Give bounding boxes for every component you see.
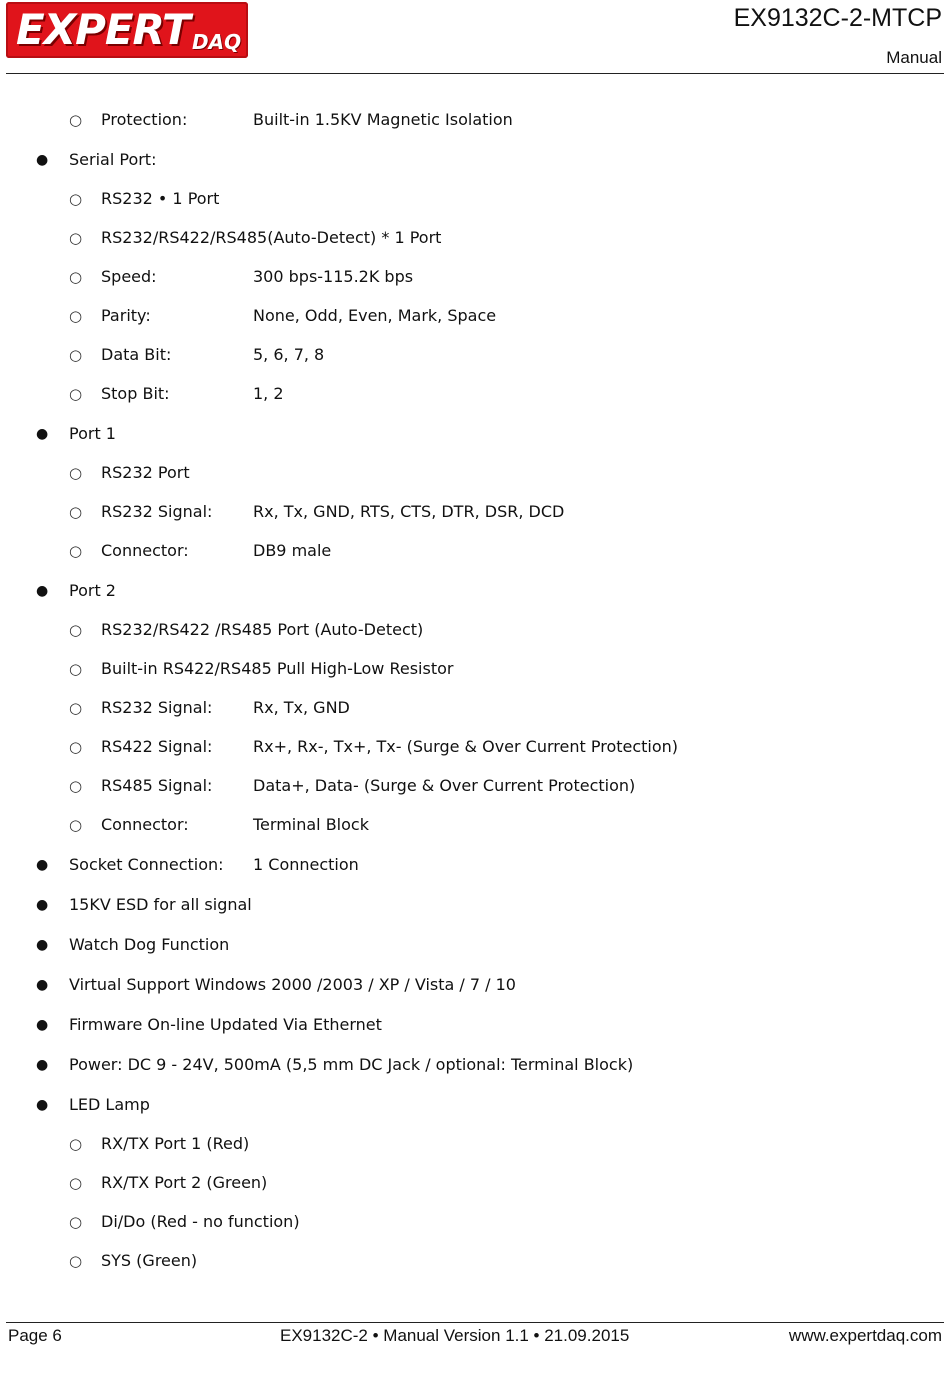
bullet-marker: ● bbox=[36, 897, 49, 913]
sub-bullet-marker: ○ bbox=[69, 660, 83, 678]
bullet-marker: ● bbox=[36, 583, 49, 599]
item-label: Parity: bbox=[101, 306, 151, 325]
bullet-marker: ● bbox=[36, 1097, 49, 1113]
item-label: RS232 Port bbox=[101, 463, 190, 482]
item-label: Firmware On-line Updated Via Ethernet bbox=[69, 1015, 382, 1034]
item-value: None, Odd, Even, Mark, Space bbox=[253, 306, 497, 325]
item-value: 1, 2 bbox=[253, 384, 284, 403]
item-label: RS232/RS422 /RS485 Port (Auto-Detect) bbox=[101, 620, 424, 639]
item-label: Socket Connection: bbox=[69, 855, 224, 874]
item-label: 15KV ESD for all signal bbox=[69, 895, 252, 914]
item-label: Di/Do (Red - no function) bbox=[101, 1212, 300, 1231]
item-label: Serial Port: bbox=[69, 150, 157, 169]
item-label: RS232 Signal: bbox=[101, 502, 213, 521]
footer-divider bbox=[6, 1322, 944, 1323]
item-label: Speed: bbox=[101, 267, 157, 286]
sub-bullet-marker: ○ bbox=[69, 307, 83, 325]
item-label: RX/TX Port 1 (Red) bbox=[101, 1134, 250, 1153]
item-value: 1 Connection bbox=[253, 855, 359, 874]
item-label: RS232 • 1 Port bbox=[101, 189, 220, 208]
sub-bullet-marker: ○ bbox=[69, 621, 83, 639]
item-label: RS485 Signal: bbox=[101, 776, 213, 795]
item-value: Rx, Tx, GND, RTS, CTS, DTR, DSR, DCD bbox=[253, 502, 565, 521]
item-value: Rx+, Rx-, Tx+, Tx- (Surge & Over Current Protection) bbox=[253, 737, 679, 756]
item-label: Watch Dog Function bbox=[69, 935, 230, 954]
item-value: Built-in 1.5KV Magnetic Isolation bbox=[253, 110, 513, 129]
bullet-marker: ● bbox=[36, 1017, 49, 1033]
sub-bullet-marker: ○ bbox=[69, 229, 83, 247]
item-value: DB9 male bbox=[253, 541, 332, 560]
sub-bullet-marker: ○ bbox=[69, 503, 83, 521]
item-value: 5, 6, 7, 8 bbox=[253, 345, 325, 364]
sub-bullet-marker: ○ bbox=[69, 111, 83, 129]
bullet-marker: ● bbox=[36, 937, 49, 953]
item-label: Connector: bbox=[101, 815, 189, 834]
sub-bullet-marker: ○ bbox=[69, 816, 83, 834]
item-label: Built-in RS422/RS485 Pull High-Low Resistor bbox=[101, 659, 454, 678]
item-label: LED Lamp bbox=[69, 1095, 150, 1114]
item-label: Connector: bbox=[101, 541, 189, 560]
item-label: Stop Bit: bbox=[101, 384, 170, 403]
document-title: EX9132C-2-MTCP bbox=[733, 4, 942, 32]
document-subtitle: Manual bbox=[886, 48, 942, 67]
sub-bullet-marker: ○ bbox=[69, 699, 83, 717]
bullet-marker: ● bbox=[36, 977, 49, 993]
item-label: RX/TX Port 2 (Green) bbox=[101, 1173, 268, 1192]
sub-bullet-marker: ○ bbox=[69, 346, 83, 364]
item-label: RS422 Signal: bbox=[101, 737, 213, 756]
footer-website: www.expertdaq.com bbox=[788, 1326, 942, 1345]
item-label: Virtual Support Windows 2000 /2003 / XP / Vista / 7 / 10 bbox=[69, 975, 516, 994]
sub-bullet-marker: ○ bbox=[69, 542, 83, 560]
sub-bullet-marker: ○ bbox=[69, 268, 83, 286]
sub-bullet-marker: ○ bbox=[69, 777, 83, 795]
bullet-marker: ● bbox=[36, 857, 49, 873]
sub-bullet-marker: ○ bbox=[69, 464, 83, 482]
item-value: Data+, Data- (Surge & Over Current Protection) bbox=[253, 776, 636, 795]
item-label: Port 2 bbox=[69, 581, 116, 600]
sub-bullet-marker: ○ bbox=[69, 1252, 83, 1270]
item-value: Rx, Tx, GND bbox=[253, 698, 350, 717]
sub-bullet-marker: ○ bbox=[69, 1213, 83, 1231]
footer-version: EX9132C-2 • Manual Version 1.1 • 21.09.2015 bbox=[280, 1326, 630, 1345]
bullet-marker: ● bbox=[36, 426, 49, 442]
sub-bullet-marker: ○ bbox=[69, 190, 83, 208]
logo-sub-text: DAQ bbox=[192, 30, 242, 54]
item-value: 300 bps-115.2K bps bbox=[253, 267, 414, 286]
logo-main-text: EXPERT bbox=[16, 5, 190, 54]
sub-bullet-marker: ○ bbox=[69, 1174, 83, 1192]
item-value: Terminal Block bbox=[253, 815, 369, 834]
footer-page-number: Page 6 bbox=[8, 1326, 62, 1345]
item-label: RS232/RS422/RS485(Auto-Detect) * 1 Port bbox=[101, 228, 442, 247]
sub-bullet-marker: ○ bbox=[69, 1135, 83, 1153]
bullet-marker: ● bbox=[36, 152, 49, 168]
item-label: RS232 Signal: bbox=[101, 698, 213, 717]
item-label: Data Bit: bbox=[101, 345, 172, 364]
bullet-marker: ● bbox=[36, 1057, 49, 1073]
item-label: SYS (Green) bbox=[101, 1251, 198, 1270]
item-label: Protection: bbox=[101, 110, 188, 129]
sub-bullet-marker: ○ bbox=[69, 738, 83, 756]
sub-bullet-marker: ○ bbox=[69, 385, 83, 403]
item-label: Power: DC 9 - 24V, 500mA (5,5 mm DC Jack / optional: Terminal Block) bbox=[69, 1055, 634, 1074]
item-label: Port 1 bbox=[69, 424, 116, 443]
